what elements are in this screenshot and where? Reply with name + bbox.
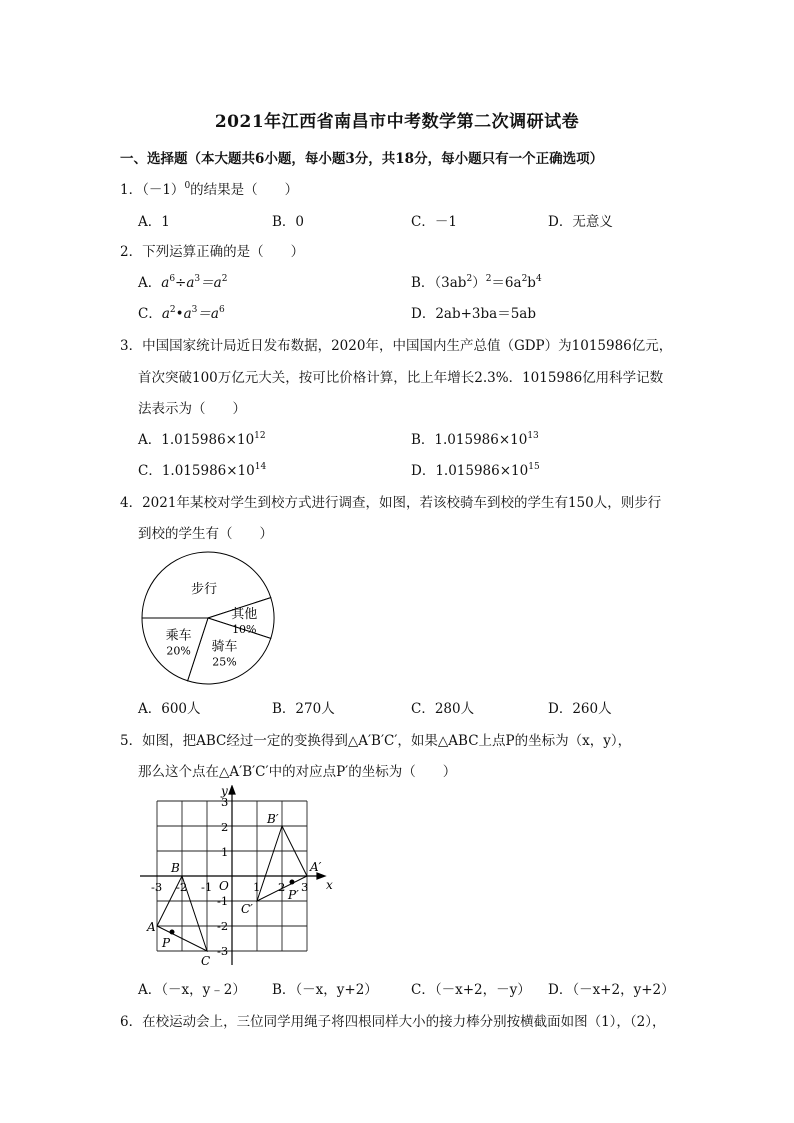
- pie-percent-1: 10%: [232, 623, 257, 636]
- y-tick-neg1: -1: [217, 894, 229, 908]
- label-p-prime: P′: [288, 888, 299, 902]
- point-p1: [290, 880, 295, 885]
- q3-option-b[interactable]: B．$1.015986\times 10^{13}$: [411, 431, 539, 448]
- label-p: P: [162, 936, 171, 950]
- coordinate-figure: [135, 785, 335, 970]
- label-c: C: [201, 954, 211, 968]
- label-b-prime: B′: [267, 812, 279, 826]
- pie-chart: [138, 550, 288, 690]
- label-a-prime: A′: [310, 860, 322, 874]
- q3-option-c[interactable]: C．$1.015986\times 10^{14}$: [138, 462, 267, 479]
- y-tick-1: 1: [221, 845, 229, 859]
- axis-y-label: y: [221, 785, 228, 798]
- q4-option-b[interactable]: B．270人: [272, 701, 335, 717]
- q1-option-a[interactable]: A．1: [138, 214, 170, 230]
- x-tick-neg2: -2: [176, 880, 188, 894]
- question-1-stem: 1．$(-1)^0$的结果是（ ）: [120, 181, 299, 198]
- q4-option-d[interactable]: D．260人: [548, 701, 612, 717]
- section-heading: 一、选择题（本大题共6小题，每小题3分，共18分，每小题只有一个正确选项）: [120, 151, 604, 167]
- q2-option-a[interactable]: A．$a^6\div a^3=a^2$: [138, 274, 228, 291]
- y-tick-2: 2: [221, 820, 229, 834]
- y-tick-neg3: -3: [217, 944, 229, 958]
- question-6-line-1: 6．在校运动会上，三位同学用绳子将四根同样大小的接力棒分别按横截面如图（1），（2），: [120, 1014, 666, 1030]
- x-tick-neg3: -3: [151, 880, 163, 894]
- page-title: 2021年江西省南昌市中考数学第二次调研试卷: [214, 112, 580, 132]
- pie-label-0: 步行: [191, 582, 218, 598]
- pie-label-1: 其他: [231, 607, 258, 622]
- question-4-line-1: 4．2021年某校对学生到校方式进行调查，如图，若该校骑车到校的学生有150人，则步行: [120, 495, 662, 511]
- x-tick-1: 1: [253, 880, 261, 894]
- y-tick-neg2: -2: [217, 919, 229, 933]
- q1-option-c[interactable]: C．－1: [411, 214, 457, 230]
- q4-option-c[interactable]: C．280人: [411, 701, 475, 717]
- pie-percent-2: 25%: [212, 655, 237, 669]
- x-tick-3: 3: [301, 880, 309, 894]
- question-4-line-2: 到校的学生有（ ）: [138, 526, 273, 542]
- point-p: [170, 930, 175, 935]
- q1-option-d[interactable]: D．无意义: [548, 214, 613, 230]
- x-tick-neg1: -1: [201, 880, 213, 894]
- q2-option-d[interactable]: D．2ab+3ba＝5ab: [411, 306, 536, 322]
- y-tick-3: 3: [221, 795, 229, 809]
- pie-label-3: 乘车: [165, 628, 192, 644]
- question-2-stem: 2．下列运算正确的是（ ）: [120, 244, 305, 260]
- label-a: A: [147, 920, 156, 934]
- question-5-line-2: 那么这个点在△A′B′C′中的对应点P′的坐标为（ ）: [138, 764, 457, 780]
- q1-option-b[interactable]: B．0: [272, 214, 305, 230]
- pie-label-2: 骑车: [211, 639, 238, 655]
- x-tick-2: 2: [278, 880, 286, 894]
- q5-option-d[interactable]: D．（－x+2，y+2）: [548, 982, 675, 998]
- question-3-line-2: 首次突破100万亿元大关，按可比价格计算，比上年增长2.3%．1015986亿用科学记数: [138, 370, 664, 386]
- question-3-line-1: 3．中国国家统计局近日发布数据，2020年，中国国内生产总值（GDP）为1015986亿元，: [120, 338, 673, 354]
- label-c-prime: C′: [241, 902, 253, 916]
- q2-option-b[interactable]: B．$(3ab^2)^2=6a^2b^4$: [411, 274, 542, 291]
- pie-percent-3: 20%: [166, 644, 191, 658]
- q5-option-a[interactable]: A．（－x，y﹣2）: [138, 982, 246, 998]
- axis-x-label: x: [326, 878, 333, 892]
- q2-option-c[interactable]: C．$a^2•a^3=a^6$: [138, 305, 225, 322]
- label-b: B: [171, 861, 180, 875]
- question-3-line-3: 法表示为（ ）: [138, 401, 246, 417]
- q5-option-c[interactable]: C．（－x+2，－y）: [411, 982, 531, 998]
- q4-option-a[interactable]: A．600人: [138, 701, 201, 717]
- q3-option-a[interactable]: A．$1.015986\times 10^{12}$: [138, 431, 266, 448]
- question-5-line-1: 5．如图，把ABC经过一定的变换得到△A′B′C′，如果△ABC上点P的坐标为（x，y），: [120, 733, 632, 749]
- q3-option-d[interactable]: D．$1.015986\times 10^{15}$: [411, 462, 540, 479]
- origin-label: O: [219, 879, 229, 893]
- q5-option-b[interactable]: B．（－x，y+2）: [272, 982, 378, 998]
